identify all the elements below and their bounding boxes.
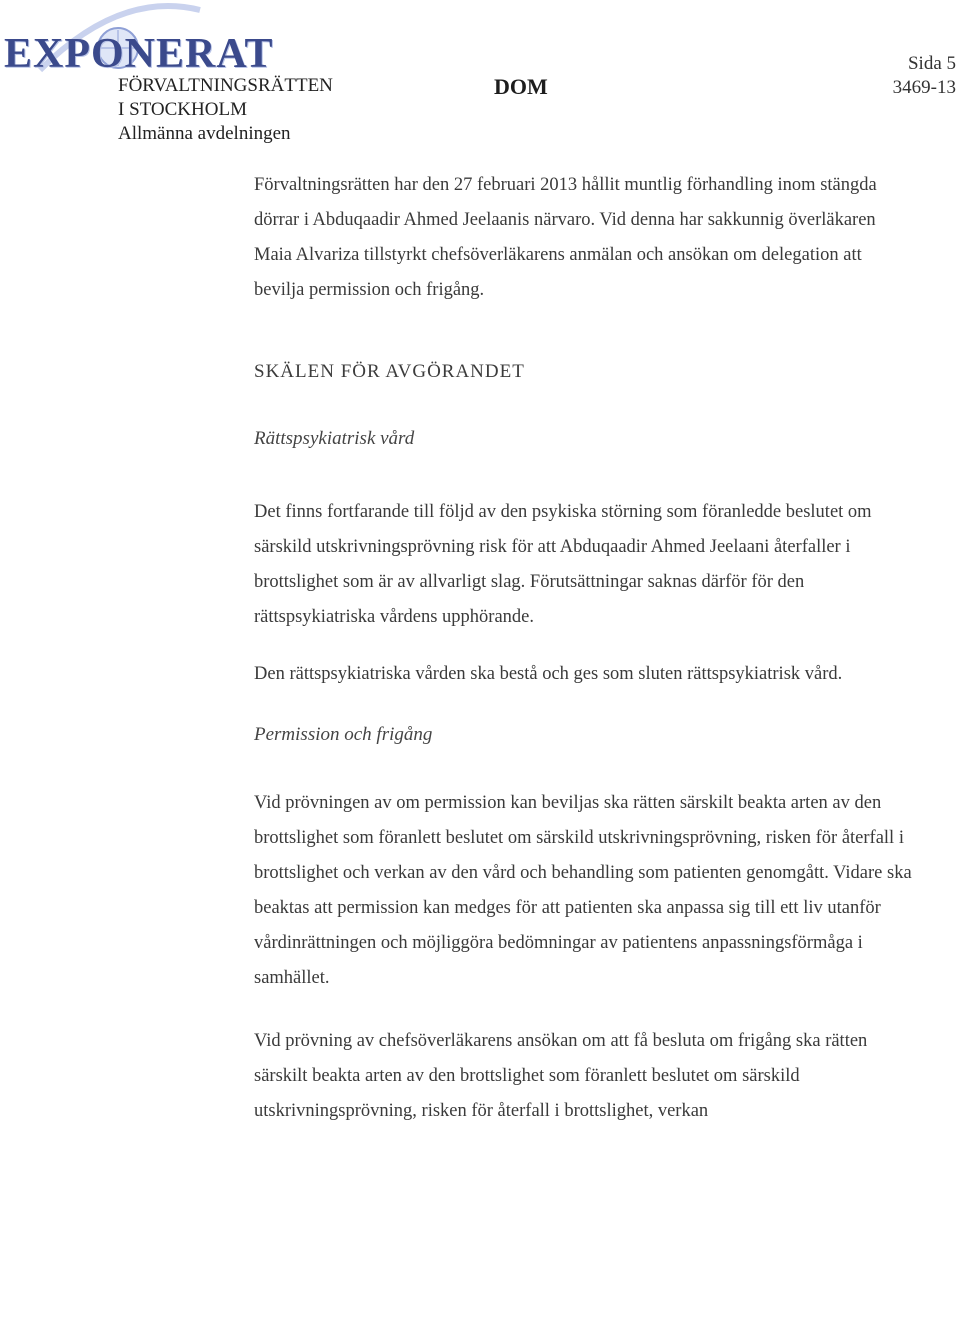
paragraph-permission: Vid prövningen av om permission kan beviljas ska rätten särskilt beakta arten av den brottslighet som föranlett beslutet om särskild utskrivningsprövning, risken för återfall i brottslighet och verkan av den vård och behandling som patienten genomgått. Vidare ska beaktas att permission kan medges för att patienten ska anpassa sig till ett liv utanför vårdinrättningen och möjliggöra bedömningar av patientens anpassningsförmåga i samhället. [254, 793, 912, 988]
court-name: FÖRVALTNINGSRÄTTEN [118, 75, 333, 96]
page-number: Sida 5 [907, 53, 956, 74]
court-block [118, 74, 333, 146]
watermark-text: EXPONERAT [4, 31, 274, 77]
intro-paragraph: Förvaltningsrätten har den 27 februari 2013 hållit muntlig förhandling inom stängda dörrar i Abduqaadir Ahmed Jeelaanis närvaro. Vid denna har sakkunnig överläkaren Maia Alvariza tillstyrkt chefsöverläkarens anmälan och ansökan om delegation att bevilja permission och frigång. [254, 175, 877, 300]
exponerat-watermark-logo [0, 0, 310, 80]
paragraph-risk: Det finns fortfarande till följd av den psykiska störning som föranledde beslutet om särskild utskrivningsprövning risk för att Abduqaadir Ahmed Jeelaani återfaller i brottslighet som är av allvarligt slag. Förutsättningar saknas därför för den rättspsykiatriska vårdens upphörande. [254, 502, 872, 627]
section-heading: SKÄLEN FÖR AVGÖRANDET [254, 361, 525, 382]
document-type: DOM [494, 74, 548, 99]
case-number: 3469-13 [892, 77, 956, 98]
page-info [893, 52, 956, 100]
paragraph-care-continues: Den rättspsykiatriska vården ska bestå och ges som sluten rättspsykiatrisk vård. [254, 664, 843, 684]
subheading-permission-frigang: Permission och frigång [254, 724, 433, 745]
subheading-rattspsykiatrisk-vard: Rättspsykiatrisk vård [254, 428, 415, 449]
document-body [254, 168, 914, 1129]
court-department: Allmänna avdelningen [118, 123, 291, 144]
paragraph-frigang: Vid prövning av chefsöverläkarens ansökan om att få besluta om frigång ska rätten särskilt beakta arten av den brottslighet som föranlett beslutet om särskild utskrivningsprövning, risken för återfall i brottslighet, verkan [254, 1031, 868, 1121]
court-city: I STOCKHOLM [118, 99, 247, 120]
